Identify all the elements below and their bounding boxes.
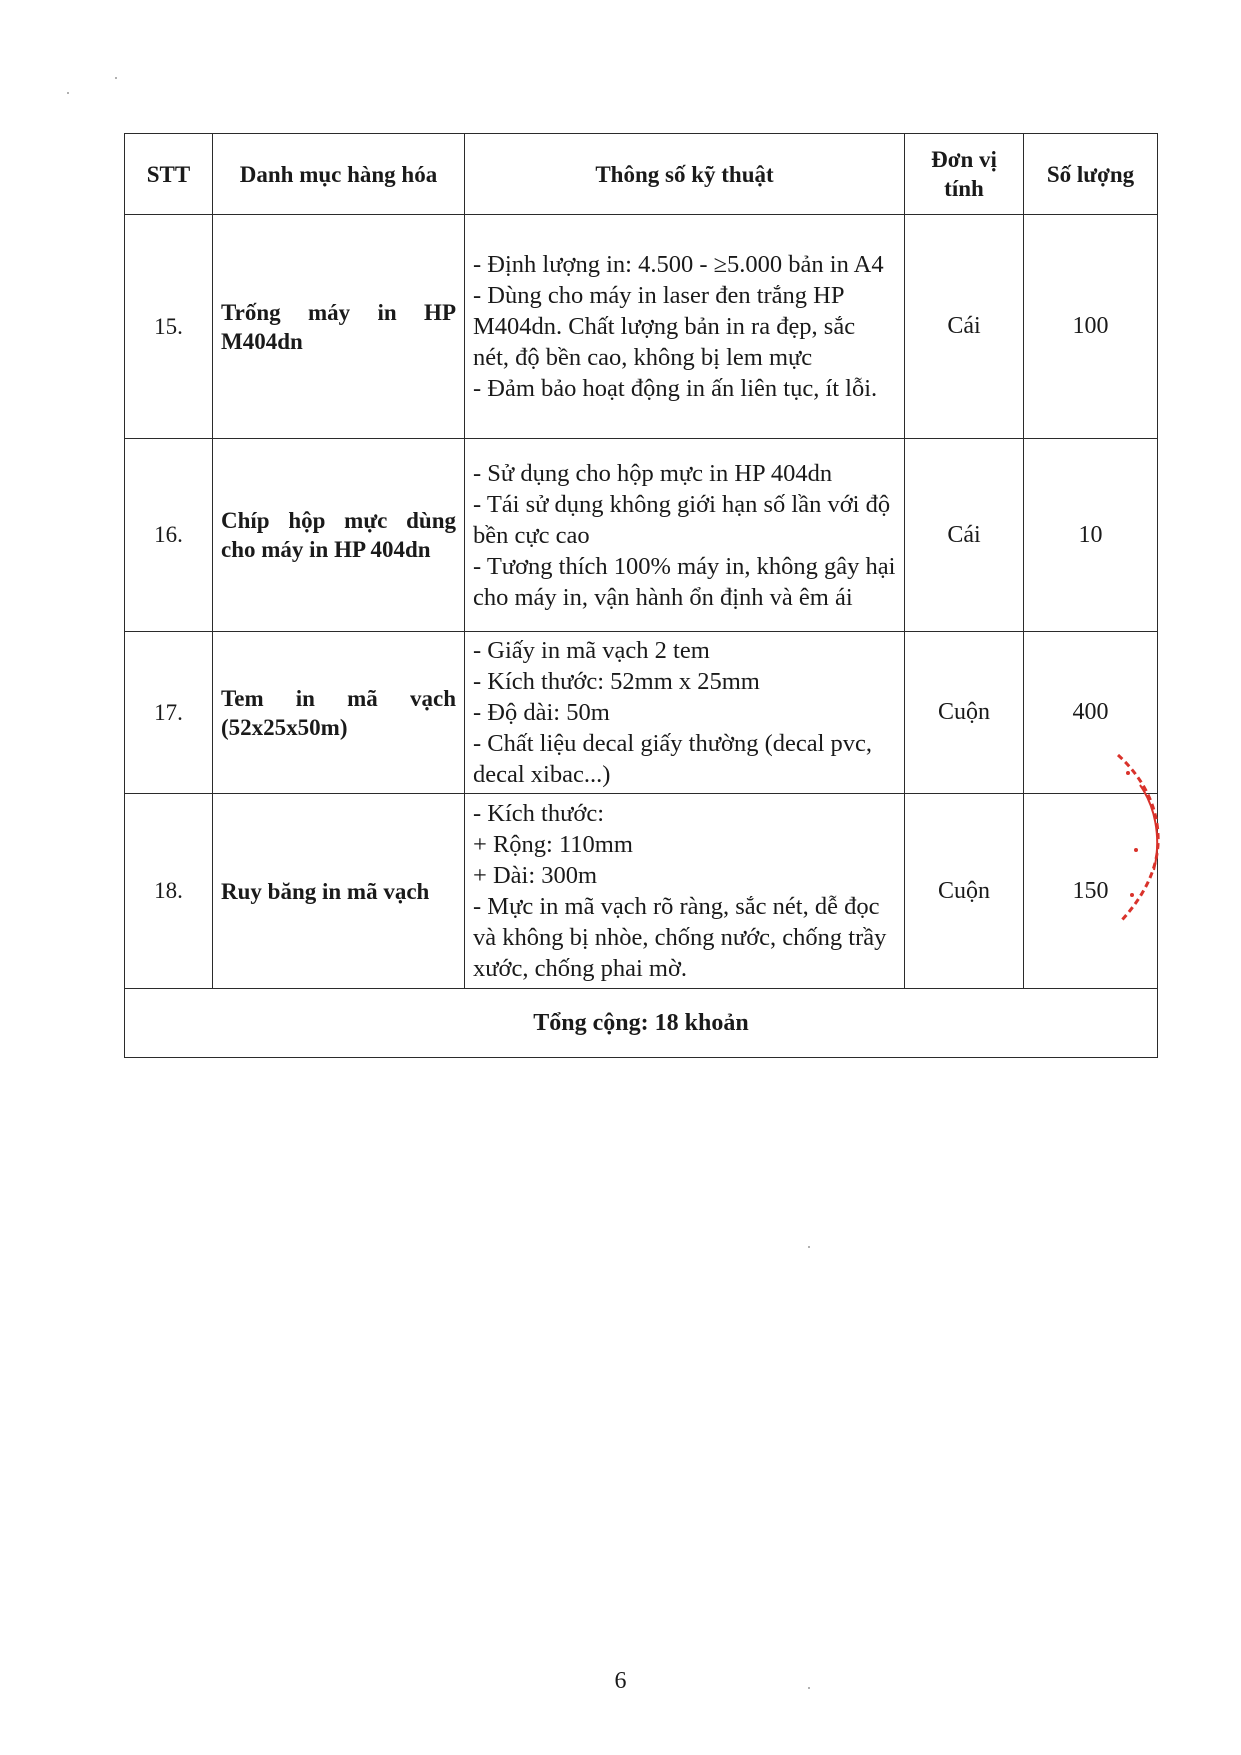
total-summary: Tổng cộng: 18 khoản xyxy=(125,989,1158,1058)
seal-dot xyxy=(1134,848,1138,852)
goods-table xyxy=(124,133,1158,1058)
row-item-name: Chíp hộp mực dùng cho máy in HP 404dn xyxy=(213,439,465,632)
row-stt: 15. xyxy=(125,215,213,439)
header-name: Danh mục hàng hóa xyxy=(213,134,465,215)
seal-dot xyxy=(1126,771,1130,775)
table-row xyxy=(125,215,1158,439)
spec-line: - Mực in mã vạch rõ ràng, sắc nét, dễ đọc và không bị nhòe, chống nước, chống trầy xước, chống phai mờ. xyxy=(473,893,887,982)
spec-line: - Giấy in mã vạch 2 tem xyxy=(473,637,710,664)
row-stt: 17. xyxy=(125,632,213,794)
seal-dot xyxy=(1130,893,1134,897)
row-stt: 16. xyxy=(125,439,213,632)
row-item-name: Tem in mã vạch (52x25x50m) xyxy=(213,632,465,794)
row-unit: Cái xyxy=(905,215,1024,439)
spec-line: - Tái sử dụng không giới hạn số lần với độ bền cực cao xyxy=(473,490,891,549)
row-spec xyxy=(465,215,905,439)
table-header-row xyxy=(125,134,1158,215)
header-stt: STT xyxy=(125,134,213,215)
table-row xyxy=(125,439,1158,632)
spec-line: - Kích thước: xyxy=(473,800,605,827)
spec-line: - Kích thước: 52mm x 25mm xyxy=(473,668,760,695)
header-unit: Đơn vị tính xyxy=(905,134,1024,215)
header-qty: Số lượng xyxy=(1024,134,1158,215)
row-qty: 10 xyxy=(1024,439,1158,632)
row-item-name: Ruy băng in mã vạch xyxy=(213,794,465,989)
header-spec: Thông số kỹ thuật xyxy=(465,134,905,215)
row-qty: 400 xyxy=(1024,632,1158,794)
row-unit: Cái xyxy=(905,439,1024,632)
row-qty: 150 xyxy=(1024,794,1158,989)
row-spec xyxy=(465,794,905,989)
spec-line: - Chất liệu decal giấy thường (decal pvc, decal xibac...) xyxy=(473,730,873,788)
table-total-row xyxy=(125,989,1158,1058)
row-item-name: Trống máy in HP M404dn xyxy=(213,215,465,439)
seal-arc xyxy=(1118,755,1158,920)
table-row xyxy=(125,632,1158,794)
spec-line: - Đảm bảo hoạt động in ấn liên tục, ít lỗi. xyxy=(473,375,878,402)
spec-line: - Độ dài: 50m xyxy=(473,699,610,726)
row-spec xyxy=(465,632,905,794)
red-seal-stamp xyxy=(1110,745,1170,925)
scan-speck xyxy=(67,92,69,94)
row-unit: Cuộn xyxy=(905,632,1024,794)
scan-speck xyxy=(808,1246,810,1248)
spec-line: - Dùng cho máy in laser đen trắng HP M404dn. Chất lượng bản in ra đẹp, sắc nét, độ bền cao, không bị lem mực xyxy=(473,282,856,371)
spec-line: + Rộng: 110mm xyxy=(473,831,633,858)
scan-speck xyxy=(115,77,117,79)
spec-line: - Sử dụng cho hộp mực in HP 404dn xyxy=(473,459,833,487)
spec-line: - Định lượng in: 4.500 - ≥5.000 bản in A4 xyxy=(473,251,884,278)
row-qty: 100 xyxy=(1024,215,1158,439)
spec-line: - Tương thích 100% máy in, không gây hại cho máy in, vận hành ổn định và êm ái xyxy=(473,552,896,611)
row-unit: Cuộn xyxy=(905,794,1024,989)
table-row xyxy=(125,794,1158,989)
page-number: 6 xyxy=(614,1668,627,1694)
row-stt: 18. xyxy=(125,794,213,989)
row-spec xyxy=(465,439,905,632)
spec-line: + Dài: 300m xyxy=(473,862,598,889)
